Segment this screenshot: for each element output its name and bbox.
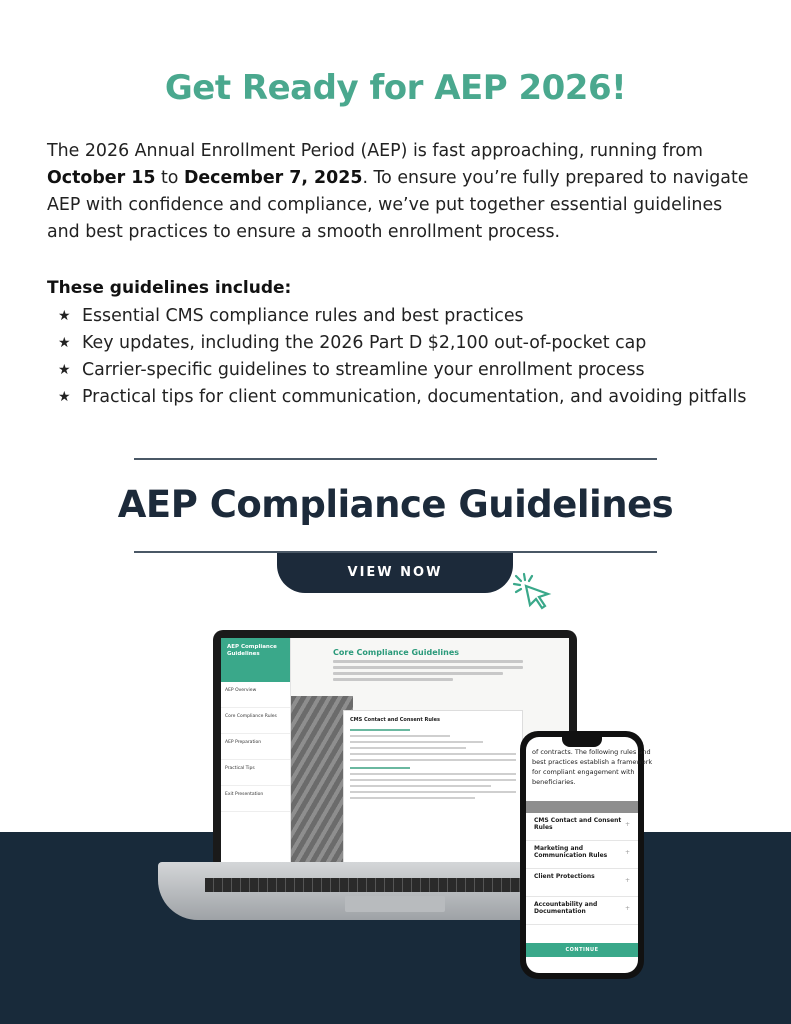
accordion-label: Client Protections — [534, 873, 595, 880]
text-line — [333, 660, 523, 663]
plus-icon: + — [624, 849, 630, 856]
text-line — [333, 672, 503, 675]
plus-icon: + — [624, 877, 630, 884]
sidebar-title: AEP Compliance Guidelines — [221, 638, 290, 682]
banner-title: AEP Compliance Guidelines — [117, 483, 674, 526]
phone-continue-button: CONTINUE — [526, 943, 638, 957]
accordion-item — [526, 813, 638, 841]
accordion-item — [526, 869, 638, 897]
text-line — [350, 779, 516, 781]
sidebar-item: Practical Tips — [221, 760, 290, 786]
course-sidebar — [221, 638, 291, 870]
text-line — [350, 785, 491, 787]
star-icon: ★ — [58, 335, 71, 351]
intro-text: The 2026 Annual Enrollment Period (AEP) is fast approaching, running from — [47, 141, 703, 161]
intro-text: to — [155, 168, 184, 188]
text-line — [350, 767, 410, 769]
list-item — [58, 357, 748, 384]
star-icon: ★ — [58, 362, 71, 378]
guidelines-heading: These guidelines include: — [47, 278, 292, 298]
phone-notch — [562, 737, 602, 747]
accordion-label: Marketing and Communication Rules — [534, 845, 608, 859]
text-line — [333, 678, 453, 681]
course-heading: Core Compliance Guidelines — [333, 648, 460, 657]
top-rule — [134, 458, 657, 460]
sidebar-item: AEP Overview — [221, 682, 290, 708]
laptop-trackpad — [345, 896, 445, 912]
list-item — [58, 384, 748, 411]
page-title: Get Ready for AEP 2026! — [164, 68, 627, 108]
date-start: October 15 — [47, 168, 156, 188]
text-line — [350, 753, 516, 755]
text-line — [350, 797, 475, 799]
intro-paragraph — [47, 138, 757, 246]
phone-text: of contracts. The following rules and best practices establish a framework for compliant engagement with beneficiaries. — [532, 748, 653, 786]
card-title: CMS Contact and Consent Rules — [350, 717, 440, 723]
text-line — [350, 759, 516, 761]
text-line — [350, 791, 516, 793]
text-line — [350, 747, 466, 749]
list-item-text: Practical tips for client communication, documentation, and avoiding pitfalls — [82, 387, 747, 407]
guidelines-list — [58, 303, 748, 411]
star-icon: ★ — [58, 389, 71, 405]
plus-icon: + — [624, 821, 630, 828]
accordion-label: Accountability and Documentation — [534, 901, 598, 915]
accordion-label: CMS Contact and Consent Rules — [534, 817, 622, 831]
sidebar-item: Exit Presentation — [221, 786, 290, 812]
phone-screen — [526, 737, 653, 973]
cursor-click-icon — [512, 572, 554, 614]
list-item-text: Key updates, including the 2026 Part D $2,100 out-of-pocket cap — [82, 333, 647, 353]
view-now-button[interactable]: VIEW NOW — [277, 553, 513, 593]
phone-device — [520, 731, 653, 979]
intro-text: . To ensure you’re fully prepared to navigate AEP with confidence and compliance, we’ve put together essential guidelines and best practices to ensure a smooth enrollment process. — [47, 168, 749, 242]
accordion-item — [526, 897, 638, 925]
text-line — [350, 773, 516, 775]
plus-icon: + — [624, 905, 630, 912]
list-item — [58, 303, 748, 330]
date-end: December 7, 2025 — [183, 168, 363, 188]
star-icon: ★ — [58, 308, 71, 324]
course-preview — [221, 638, 569, 870]
course-card — [343, 710, 523, 870]
list-item — [58, 330, 748, 357]
sidebar-item: AEP Preparation — [221, 734, 290, 760]
accordion-item — [526, 841, 638, 869]
phone-photo — [526, 801, 638, 813]
text-line — [350, 735, 450, 737]
text-line — [333, 666, 523, 669]
list-item-text: Carrier-specific guidelines to streamline your enrollment process — [82, 360, 645, 380]
sidebar-item: Core Compliance Rules — [221, 708, 290, 734]
list-item-text: Essential CMS compliance rules and best practices — [82, 306, 524, 326]
text-line — [350, 729, 410, 731]
text-line — [350, 741, 483, 743]
